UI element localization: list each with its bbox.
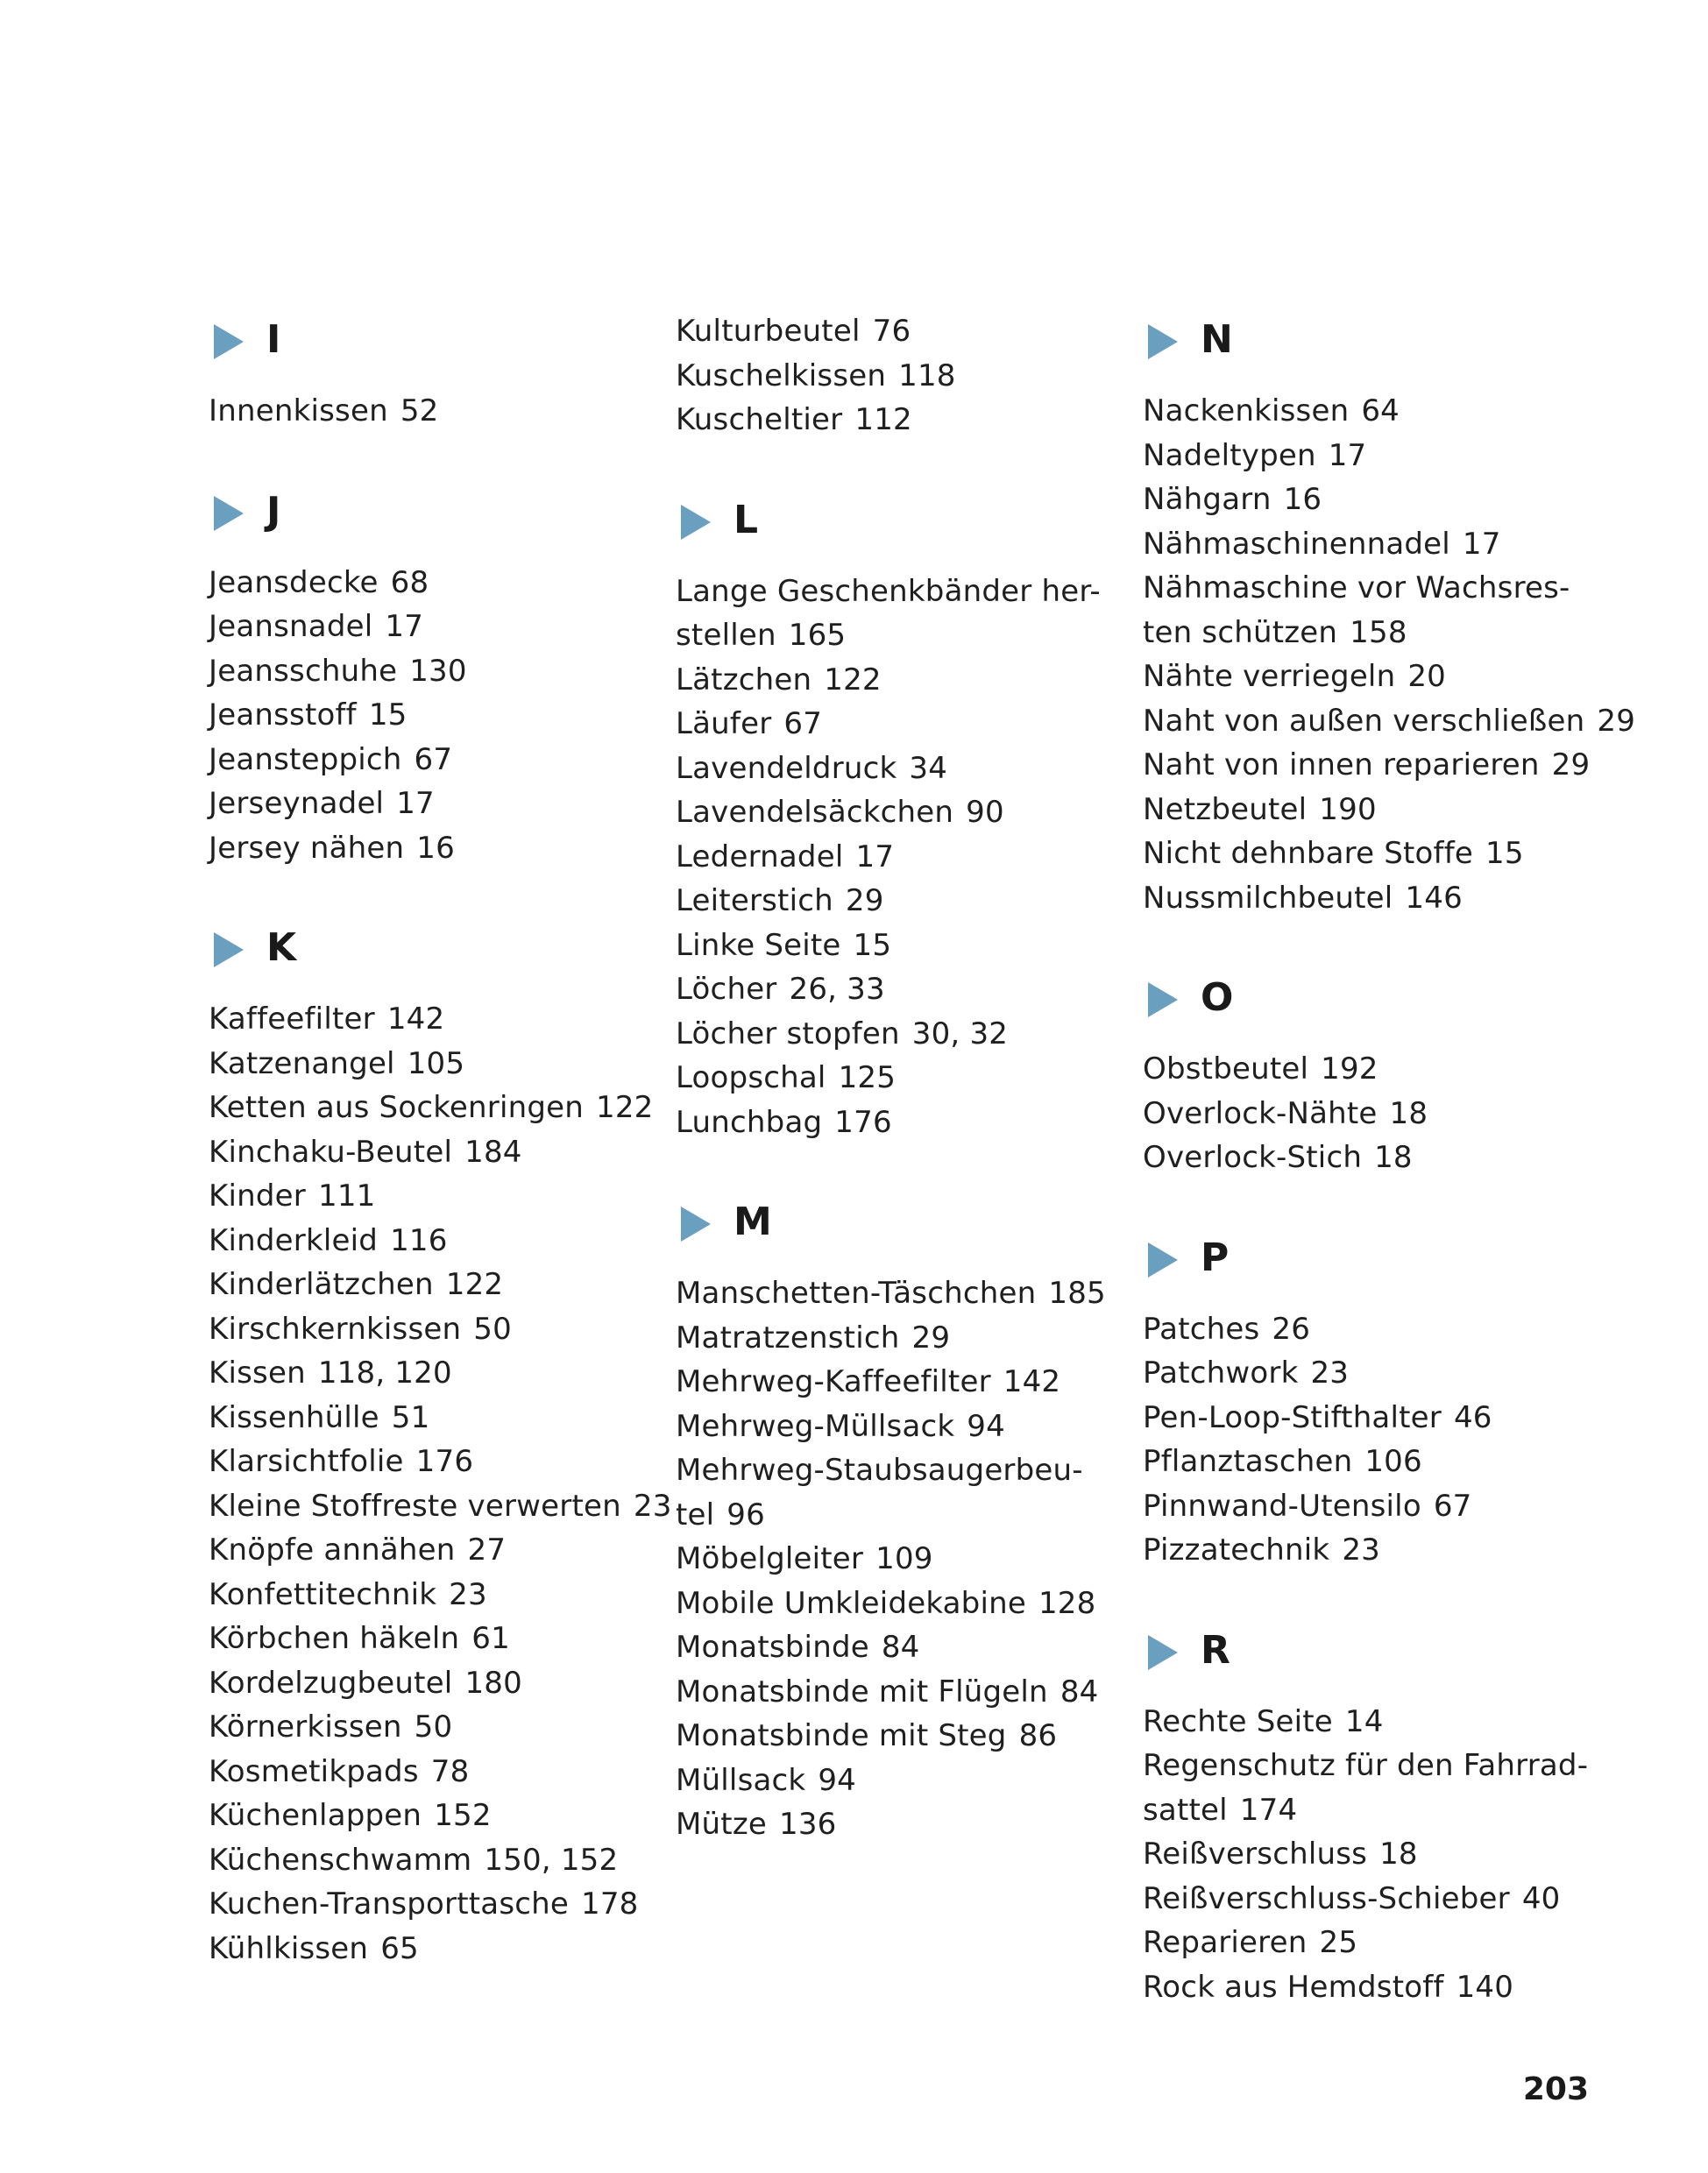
entry-term: Körbchen häkeln — [209, 1621, 460, 1656]
entry-term: Overlock-Stich — [1143, 1140, 1363, 1175]
index-entry — [1143, 389, 1400, 433]
index-entry — [676, 1101, 892, 1144]
index-entry — [209, 1838, 618, 1882]
entry-page-reference: 50 — [414, 1709, 453, 1745]
entry-page-reference: 64 — [1361, 393, 1400, 428]
entry-term: Leiterstich — [676, 883, 833, 918]
index-entry — [1143, 1396, 1492, 1440]
index-entry — [676, 1802, 836, 1846]
index-entry — [1143, 1136, 1413, 1179]
index-entry — [676, 790, 1004, 834]
entry-term: Kinderkleid — [209, 1222, 379, 1258]
entry-term: Nicht dehnbare Stoffe — [1143, 836, 1474, 871]
index-entry — [209, 693, 408, 737]
entry-page-reference: 23 — [633, 1488, 672, 1524]
index-entry — [676, 702, 822, 746]
triangle-marker-icon — [214, 932, 244, 967]
entry-page-reference: 96 — [726, 1497, 765, 1532]
index-entry — [209, 738, 452, 782]
index-entry — [1143, 1092, 1428, 1136]
entry-page-reference: 15 — [368, 697, 408, 733]
index-entry — [209, 1042, 464, 1086]
index-entry — [1143, 1307, 1310, 1351]
index-entry — [209, 1440, 473, 1483]
entry-page-reference: 86 — [1018, 1718, 1058, 1753]
entry-term: Mütze — [676, 1807, 767, 1842]
entry-page-reference: 180 — [464, 1665, 522, 1701]
index-entry — [676, 1625, 920, 1669]
entry-term: Lavendeldruck — [676, 750, 897, 786]
entry-term: Jersey nähen — [209, 830, 405, 866]
entry-page-reference: 118 — [898, 357, 956, 393]
entry-term: Jerseynadel — [209, 786, 385, 821]
entry-page-reference: 46 — [1453, 1399, 1492, 1435]
entry-page-reference: 23 — [1342, 1532, 1380, 1568]
entry-page-reference: 152 — [434, 1798, 492, 1833]
entry-page-reference: 118, 120 — [317, 1355, 452, 1391]
index-entry — [209, 1882, 639, 1926]
entry-term: Pflanztaschen — [1143, 1444, 1353, 1479]
entry-term: Nackenkissen — [1143, 393, 1350, 428]
entry-term: Nadeltypen — [1143, 437, 1316, 473]
entry-term: Monatsbinde mit Steg — [676, 1718, 1007, 1753]
entry-term: Rechte Seite — [1143, 1703, 1333, 1739]
triangle-marker-icon — [1148, 324, 1178, 359]
index-entry — [1143, 1700, 1384, 1744]
entry-page-reference: 67 — [414, 741, 453, 777]
entry-term: Jeansnadel — [209, 609, 373, 644]
index-entry — [209, 1750, 469, 1794]
index-entry — [209, 561, 429, 605]
section-letter: M — [734, 1200, 772, 1244]
entry-page-reference: 84 — [881, 1630, 920, 1665]
index-entry — [209, 1263, 503, 1306]
entry-page-reference: 174 — [1239, 1792, 1298, 1828]
entry-term: tel — [676, 1497, 715, 1532]
entry-page-reference: 176 — [415, 1444, 474, 1479]
entry-page-reference: 29 — [911, 1320, 951, 1355]
entry-term: Löcher stopfen — [676, 1016, 900, 1051]
entry-page-reference: 20 — [1407, 659, 1447, 694]
index-entry — [676, 1056, 896, 1100]
entry-term: Loopschal — [676, 1060, 826, 1095]
index-entry — [676, 570, 1101, 613]
entry-term: Klarsichtfolie — [209, 1444, 404, 1479]
index-entry — [209, 1219, 448, 1263]
entry-page-reference: 18 — [1374, 1140, 1413, 1175]
index-entry — [209, 1174, 375, 1218]
index-entry — [1143, 699, 1635, 743]
entry-page-reference: 15 — [1485, 836, 1524, 871]
entry-term: Küchenschwamm — [209, 1842, 472, 1878]
entry-page-reference: 34 — [909, 750, 948, 786]
index-entry — [676, 967, 885, 1011]
entry-page-reference: 17 — [855, 839, 895, 874]
entry-term: Rock aus Hemdstoff — [1143, 1969, 1444, 2005]
entry-term: Ketten aus Sockenringen — [209, 1090, 585, 1125]
index-entry — [676, 1448, 1083, 1492]
section-letter: K — [266, 925, 297, 970]
entry-term: Mehrweg-Müllsack — [676, 1408, 955, 1444]
index-entry — [676, 879, 884, 923]
entry-term: Lange Geschenkbänder her- — [676, 573, 1101, 609]
entry-page-reference: 76 — [872, 314, 911, 349]
triangle-marker-icon — [681, 505, 711, 540]
section-letter: J — [266, 488, 281, 534]
index-entry — [1143, 1440, 1422, 1483]
index-entry — [676, 1537, 933, 1581]
index-entry — [1143, 832, 1524, 875]
triangle-marker-icon — [681, 1207, 711, 1242]
entry-term: Kinder — [209, 1179, 306, 1214]
index-entry — [209, 1573, 487, 1617]
entry-term: Jeansstoff — [209, 697, 357, 733]
entry-term: Ledernadel — [676, 839, 844, 874]
entry-page-reference: 111 — [317, 1179, 376, 1214]
index-entry — [209, 1396, 429, 1440]
section-letter: O — [1201, 975, 1234, 1020]
entry-page-reference: 192 — [1321, 1051, 1378, 1086]
index-entry — [1143, 1921, 1357, 1964]
entry-page-reference: 116 — [390, 1222, 448, 1258]
index-entry — [1143, 743, 1590, 787]
entry-page-reference: 17 — [1328, 437, 1367, 473]
entry-page-reference: 67 — [783, 706, 823, 741]
entry-term: Netzbeutel — [1143, 791, 1308, 827]
entry-term: Kosmetikpads — [209, 1753, 419, 1789]
entry-page-reference: 105 — [407, 1045, 465, 1081]
entry-term: Manschetten-Täschchen — [676, 1276, 1037, 1311]
entry-page-reference: 18 — [1379, 1837, 1418, 1872]
entry-term: Reparieren — [1143, 1925, 1308, 1960]
entry-page-reference: 67 — [1433, 1488, 1472, 1524]
index-entry — [209, 1307, 512, 1351]
section-letter: N — [1201, 317, 1233, 362]
index-entry — [1143, 566, 1570, 610]
entry-page-reference: 125 — [838, 1060, 897, 1095]
entry-page-reference: 184 — [464, 1134, 522, 1170]
entry-term: Konfettitechnik — [209, 1576, 437, 1612]
section-letter: I — [266, 317, 281, 362]
entry-term: Kinderlätzchen — [209, 1267, 434, 1302]
entry-term: Nähmaschinennadel — [1143, 526, 1450, 562]
entry-page-reference: 17 — [1462, 526, 1501, 562]
index-entry — [676, 1360, 1060, 1404]
entry-page-reference: 128 — [1038, 1585, 1096, 1621]
index-entry — [676, 398, 912, 442]
triangle-marker-icon — [1148, 1635, 1178, 1670]
index-entry — [209, 1705, 452, 1749]
triangle-marker-icon — [1148, 982, 1178, 1017]
entry-term: Overlock-Nähte — [1143, 1095, 1378, 1131]
entry-term: Mehrweg-Staubsaugerbeu- — [676, 1453, 1083, 1488]
entry-term: Katzenangel — [209, 1045, 395, 1081]
entry-term: Möbelgleiter — [676, 1541, 864, 1576]
entry-page-reference: 122 — [824, 662, 882, 697]
entry-page-reference: 142 — [386, 1002, 445, 1037]
entry-term: Kulturbeutel — [676, 314, 861, 349]
index-entry — [209, 1351, 452, 1395]
index-entry — [209, 997, 444, 1041]
entry-term: Kordelzugbeutel — [209, 1665, 453, 1701]
entry-term: Patches — [1143, 1311, 1260, 1347]
entry-term: Kuschelkissen — [676, 357, 887, 393]
entry-term: Löcher — [676, 972, 777, 1007]
index-entry — [676, 835, 894, 879]
index-entry — [1143, 611, 1407, 655]
entry-page-reference: 16 — [1283, 482, 1322, 517]
entry-page-reference: 23 — [449, 1576, 487, 1612]
index-entry — [209, 389, 439, 433]
triangle-marker-icon — [1148, 1242, 1178, 1278]
entry-term: Mobile Umkleidekabine — [676, 1585, 1026, 1621]
index-entry — [676, 354, 956, 398]
entry-page-reference: 14 — [1344, 1703, 1384, 1739]
entry-page-reference: 26, 33 — [789, 972, 885, 1007]
entry-page-reference: 146 — [1405, 880, 1463, 916]
entry-term: Kinchaku-Beutel — [209, 1134, 453, 1170]
entry-page-reference: 185 — [1048, 1276, 1106, 1311]
index-entry — [676, 1670, 1098, 1714]
entry-term: Naht von außen verschließen — [1143, 703, 1585, 739]
section-letter: R — [1201, 1627, 1230, 1673]
entry-term: ten schützen — [1143, 614, 1338, 650]
entry-page-reference: 178 — [581, 1886, 639, 1922]
entry-page-reference: 29 — [1551, 747, 1591, 782]
entry-term: Jeansschuhe — [209, 653, 398, 689]
entry-term: Nähmaschine vor Wachsres- — [1143, 570, 1570, 605]
entry-term: Reißverschluss — [1143, 1837, 1368, 1872]
index-entry — [676, 1012, 1008, 1056]
entry-page-reference: 112 — [854, 402, 912, 437]
entry-term: Lätzchen — [676, 662, 812, 697]
index-entry — [209, 1927, 419, 1971]
entry-page-reference: 29 — [845, 883, 884, 918]
entry-term: Monatsbinde mit Flügeln — [676, 1674, 1048, 1709]
entry-term: Reißverschluss-Schieber — [1143, 1880, 1510, 1916]
index-entry — [209, 649, 467, 693]
entry-term: Matratzenstich — [676, 1320, 900, 1355]
entry-page-reference: 136 — [778, 1807, 837, 1842]
index-entry — [1143, 478, 1322, 521]
entry-term: Nähte verriegeln — [1143, 659, 1396, 694]
entry-page-reference: 90 — [966, 795, 1004, 830]
index-entry — [676, 1493, 765, 1537]
entry-term: Innenkissen — [209, 393, 388, 428]
index-entry — [676, 1759, 856, 1802]
entry-page-reference: 190 — [1319, 791, 1377, 827]
index-entry — [1143, 655, 1446, 698]
entry-page-reference: 29 — [1597, 703, 1636, 739]
index-entry — [676, 1582, 1095, 1625]
entry-term: Pizzatechnik — [1143, 1532, 1330, 1568]
entry-term: Mehrweg-Kaffeefilter — [676, 1364, 991, 1399]
entry-page-reference: 40 — [1521, 1880, 1561, 1916]
entry-page-reference: 30, 32 — [911, 1016, 1009, 1051]
index-entry — [209, 1528, 506, 1572]
entry-term: Pen-Loop-Stifthalter — [1143, 1399, 1442, 1435]
entry-term: Kühlkissen — [209, 1930, 369, 1966]
index-entry — [209, 782, 435, 825]
entry-page-reference: 61 — [471, 1621, 510, 1656]
index-entry — [209, 1661, 522, 1705]
entry-page-reference: 142 — [1003, 1364, 1061, 1399]
entry-page-reference: 68 — [390, 564, 429, 600]
entry-term: sattel — [1143, 1792, 1228, 1828]
entry-page-reference: 122 — [596, 1090, 654, 1125]
entry-page-reference: 84 — [1060, 1674, 1099, 1709]
entry-term: Obstbeutel — [1143, 1051, 1309, 1086]
entry-page-reference: 165 — [788, 618, 847, 653]
entry-page-reference: 26 — [1272, 1311, 1311, 1347]
index-entry — [676, 1271, 1106, 1315]
entry-page-reference: 176 — [834, 1104, 892, 1140]
entry-term: Pinnwand-Utensilo — [1143, 1488, 1421, 1524]
index-entry — [209, 1794, 492, 1837]
index-entry — [1143, 1965, 1513, 2009]
index-entry — [1143, 1351, 1349, 1395]
entry-page-reference: 17 — [385, 609, 424, 644]
entry-term: Linke Seite — [676, 927, 841, 963]
entry-page-reference: 130 — [409, 653, 467, 689]
entry-page-reference: 109 — [875, 1541, 933, 1576]
entry-term: Lunchbag — [676, 1104, 823, 1140]
entry-term: Kaffeefilter — [209, 1002, 375, 1037]
entry-term: Jeansteppich — [209, 741, 402, 777]
entry-page-reference: 140 — [1456, 1969, 1514, 2005]
triangle-marker-icon — [214, 324, 244, 359]
index-entry — [676, 747, 947, 790]
index-entry — [676, 1316, 950, 1360]
entry-term: Kirschkernkissen — [209, 1311, 462, 1347]
section-letter: P — [1201, 1235, 1230, 1280]
index-entry — [676, 309, 911, 353]
index-entry — [676, 613, 846, 657]
entry-page-reference: 78 — [430, 1753, 470, 1789]
triangle-marker-icon — [214, 496, 244, 531]
index-entry — [1143, 1877, 1560, 1921]
entry-term: Kuchen-Transporttasche — [209, 1886, 569, 1922]
index-entry — [209, 1484, 672, 1528]
entry-page-reference: 150, 152 — [484, 1842, 619, 1878]
entry-term: Monatsbinde — [676, 1630, 869, 1665]
index-entry — [209, 1086, 654, 1129]
index-entry — [1143, 1047, 1378, 1091]
entry-page-reference: 17 — [396, 786, 435, 821]
index-entry — [676, 1405, 1005, 1448]
entry-page-reference: 27 — [467, 1532, 507, 1568]
index-entry — [676, 1714, 1057, 1758]
entry-term: Jeansdecke — [209, 564, 379, 600]
page-number: 203 — [1522, 2071, 1589, 2107]
index-entry — [1143, 1832, 1418, 1876]
entry-term: Patchwork — [1143, 1355, 1299, 1391]
entry-page-reference: 16 — [416, 830, 455, 866]
index-entry — [209, 826, 455, 870]
entry-page-reference: 94 — [818, 1762, 856, 1798]
entry-term: Nussmilchbeutel — [1143, 880, 1393, 916]
entry-term: Kissen — [209, 1355, 306, 1391]
entry-term: Kleine Stoffreste verwerten — [209, 1488, 621, 1524]
entry-term: Naht von innen reparieren — [1143, 747, 1540, 782]
entry-page-reference: 23 — [1310, 1355, 1350, 1391]
index-entry — [209, 1617, 510, 1660]
index-entry — [1143, 1484, 1472, 1528]
entry-term: Müllsack — [676, 1762, 806, 1798]
entry-page-reference: 52 — [400, 393, 439, 428]
entry-term: Lavendelsäckchen — [676, 795, 954, 830]
entry-term: Kuscheltier — [676, 402, 843, 437]
entry-page-reference: 18 — [1389, 1095, 1428, 1131]
index-entry — [1143, 1744, 1588, 1787]
index-entry — [1143, 876, 1463, 920]
index-entry — [209, 1130, 522, 1174]
entry-term: Küchenlappen — [209, 1798, 422, 1833]
index-entry — [1143, 1528, 1380, 1572]
entry-term: Läufer — [676, 706, 772, 741]
index-entry — [209, 605, 423, 648]
index-entry — [1143, 434, 1366, 478]
entry-page-reference: 106 — [1364, 1444, 1422, 1479]
index-entry — [1143, 522, 1501, 566]
entry-term: Kissenhülle — [209, 1399, 379, 1435]
entry-term: Knöpfe annähen — [209, 1532, 456, 1568]
entry-page-reference: 65 — [380, 1930, 419, 1966]
index-entry — [1143, 1788, 1297, 1832]
entry-term: Regenschutz für den Fahrrad- — [1143, 1748, 1589, 1783]
entry-page-reference: 158 — [1350, 614, 1407, 650]
entry-page-reference: 15 — [853, 927, 892, 963]
index-entry — [676, 658, 882, 702]
entry-page-reference: 25 — [1319, 1925, 1358, 1960]
entry-term: stellen — [676, 618, 776, 653]
entry-term: Körnerkissen — [209, 1709, 402, 1745]
section-letter: L — [734, 497, 759, 542]
index-entry — [1143, 788, 1377, 832]
entry-page-reference: 51 — [391, 1399, 430, 1435]
entry-term: Nähgarn — [1143, 482, 1272, 517]
index-entry — [676, 924, 891, 967]
entry-page-reference: 94 — [967, 1408, 1005, 1444]
entry-page-reference: 122 — [445, 1267, 504, 1302]
entry-page-reference: 50 — [473, 1311, 512, 1347]
